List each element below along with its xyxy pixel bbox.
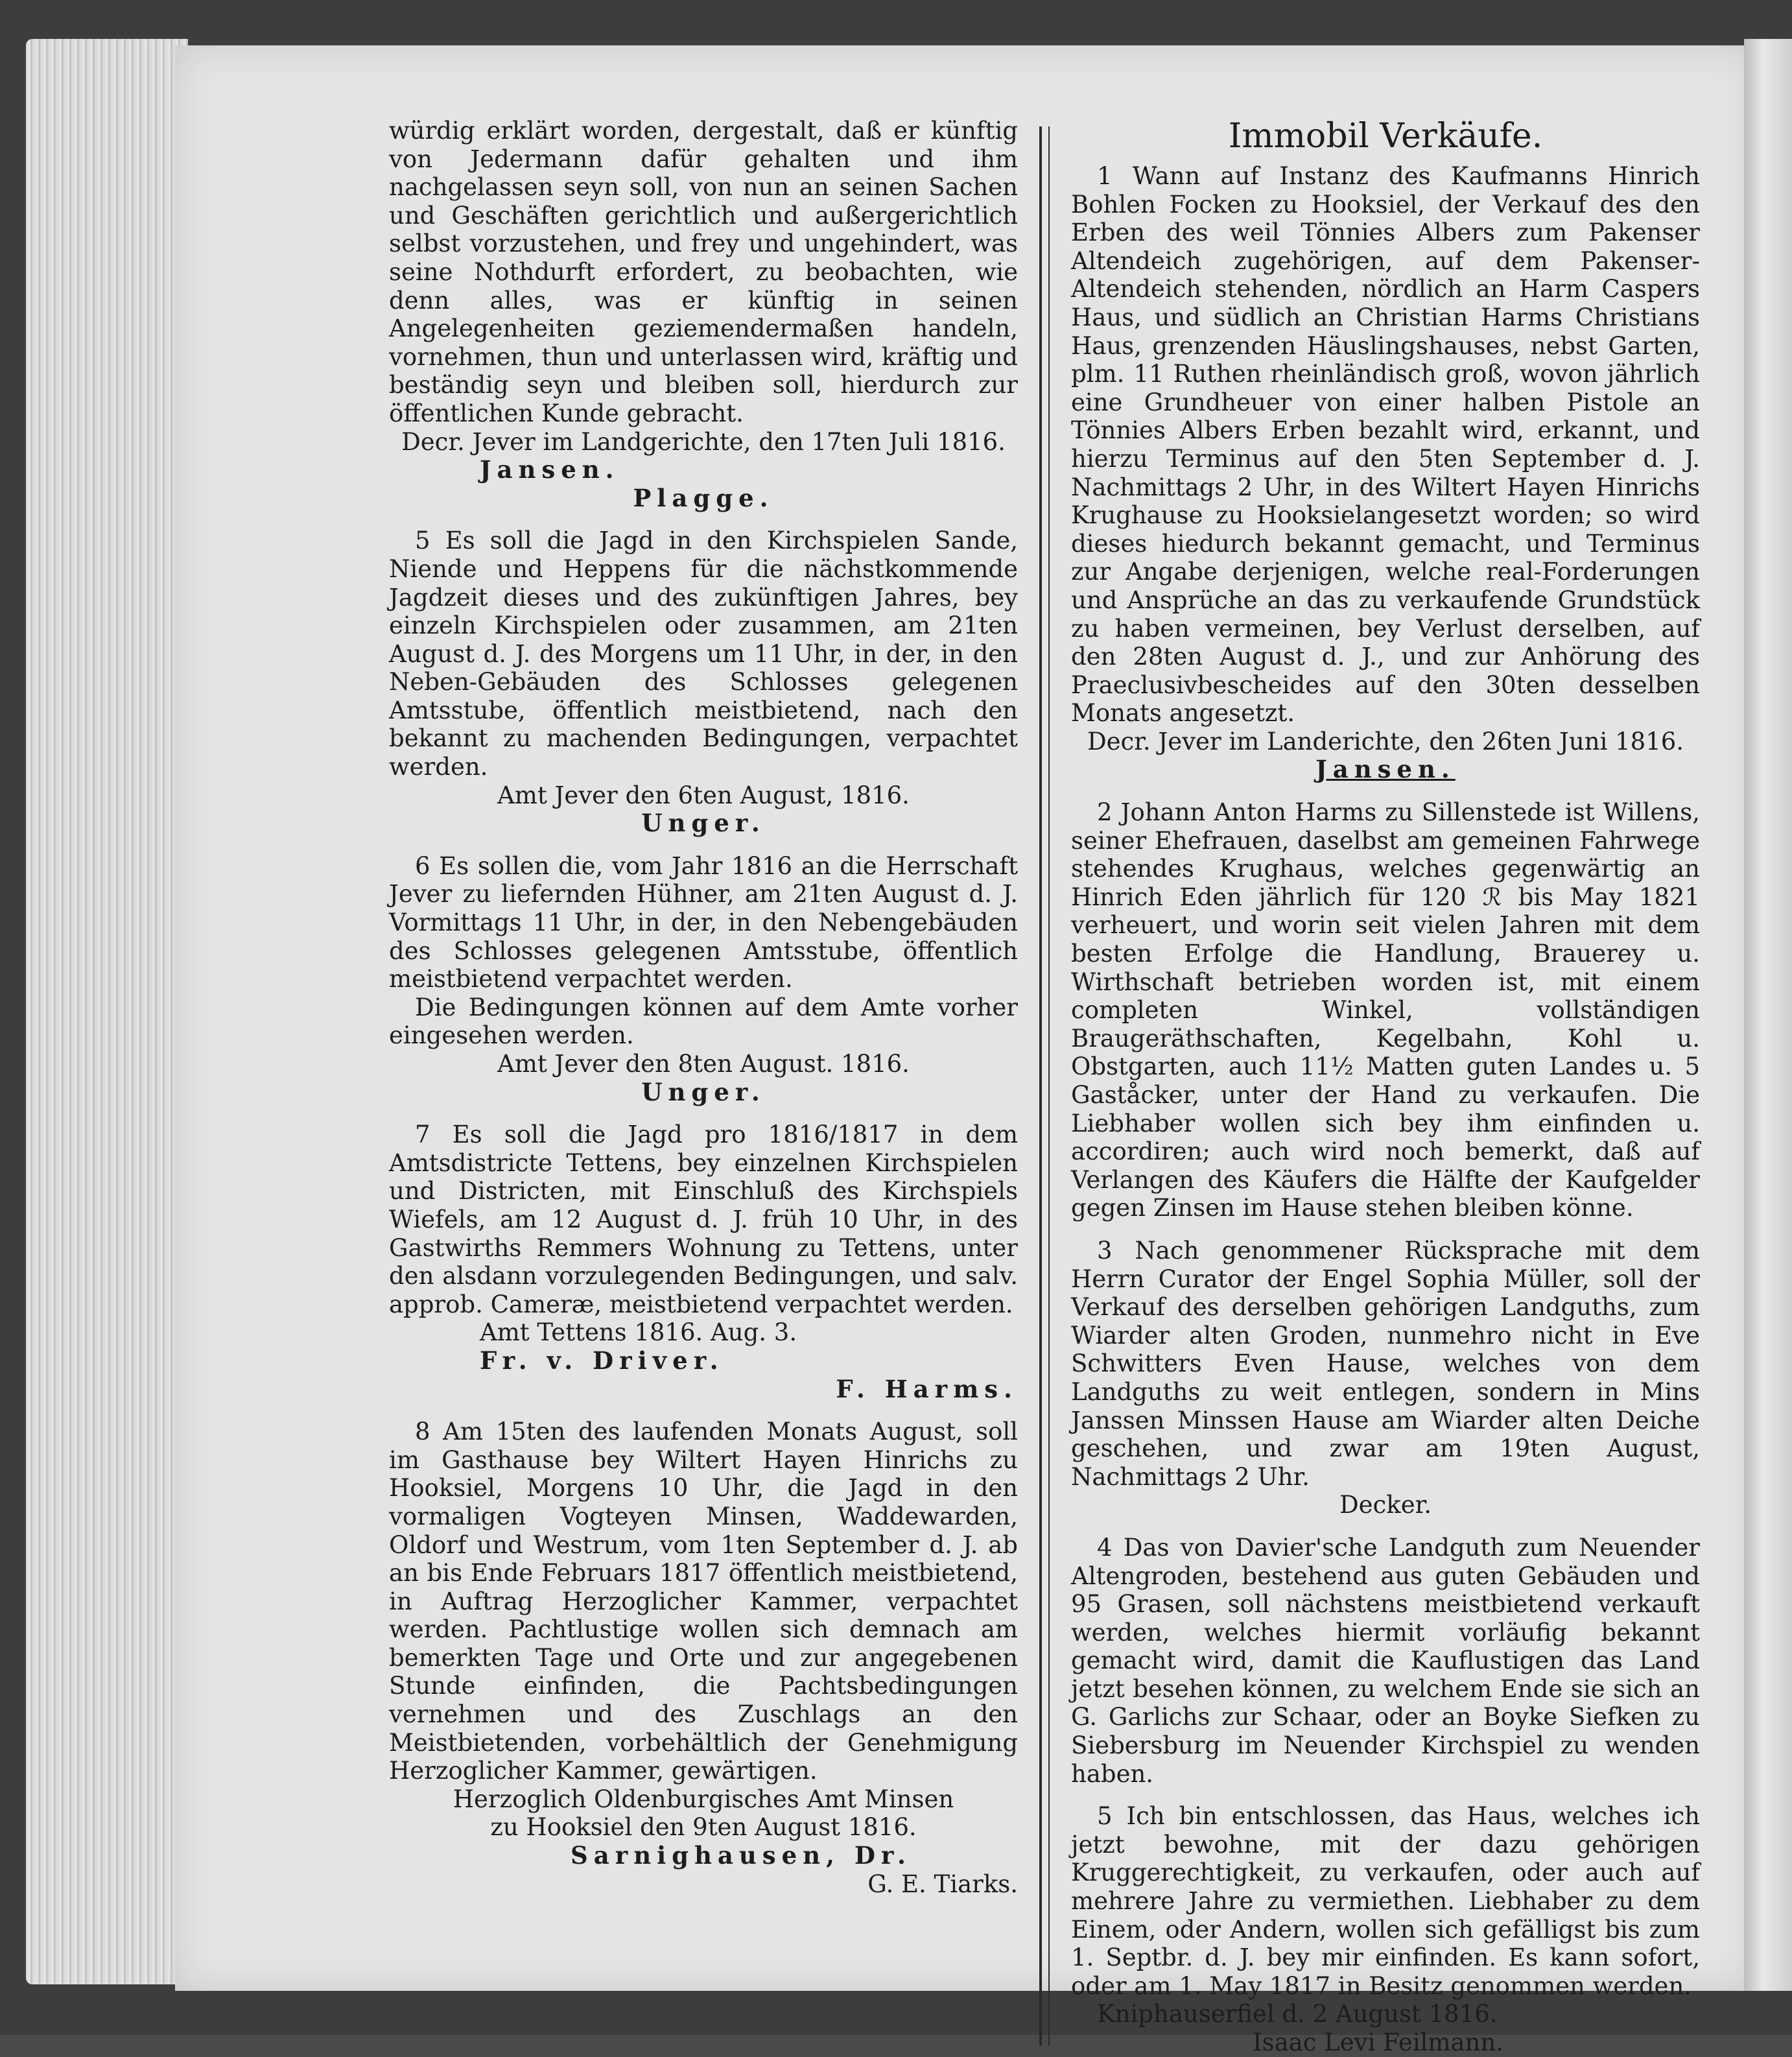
section-heading: Immobil Verkäufe. [1228, 117, 1543, 156]
notice-5-signature: Unger. [641, 809, 766, 838]
notice-5-date: Amt Jever den 6ten August, 1816. [497, 781, 910, 809]
sale-5-date: Kniphauserfiel d. 2 August 1816. [1097, 2000, 1498, 2028]
sale-1: 1 Wann auf Instanz des Kaufmanns Hinrich Bohlen Focken zu Hooksiel, der Verkauf des den Erben des weil Tönnies Albers zum Pakenser Altendeich zugehörigen, auf dem Pakenser-Altendeich stehenden, nördlich an Harm Caspers Haus, und südlich an Christian Harms Christians Haus, grenzenden Häuslingshauses, nebst Garten, plm. 11 Ruthen rheinländisch groß, wovon jährlich eine Grundheuer von einer halben Pistole an Tönnies Albers Erben bezahlt wird, erkannt, und hierzu Terminus auf den 5ten September d. J. Nachmittags 2 Uhr, in des Wiltert Hayen Hinrichs Krughause zu Hooksielangesetzt worden; so wird dieses hiedurch bekannt gemacht, und Terminus zur Angabe derjenigen, welche real-Forderungen und Ansprüche an das zu verkaufende Grundstück zu haben vermeinen, bey Verlust derselben, auf den 28ten August d. J., und zur Anhörung des Praeclusivbescheides auf den 30ten desselben Monats angesetzt. [1071, 162, 1700, 728]
column-rule [1039, 126, 1050, 2046]
notice-7: 7 Es soll die Jagd pro 1816/1817 in dem Amtsdistricte Tettens, bey einzelnen Kirchspielen und Districten, mit Einschluß des Kirchspiels Wiefels, am 12 August d. J. früh 10 Uhr, in des Gastwirths Remmers Wohnung zu Tettens, unter den alsdann vorzulegenden Bedingungen, und salv. approb. Cameræ, meistbietend verpachtet werden. [389, 1121, 1018, 1318]
notice-6-signature: Unger. [641, 1077, 766, 1106]
notice-6-date: Amt Jever den 8ten August. 1816. [497, 1050, 910, 1078]
notice-7-signature-harms: F. Harms. [836, 1374, 1018, 1403]
book-page-edges [26, 39, 188, 1984]
notice-7-date: Amt Tettens 1816. Aug. 3. [480, 1318, 797, 1347]
notice-8-signature-tiarks: G. E. Tiarks. [867, 1870, 1018, 1898]
notice-7-signature-driver: Fr. v. Driver. [480, 1346, 724, 1375]
sale-5-signature: Isaac Levi Feilmann. [1253, 2028, 1503, 2056]
signature-jansen: Jansen. [480, 455, 620, 484]
facing-page-edge [1744, 39, 1792, 1991]
sale-4: 4 Das von Davier'sche Landguth zum Neuender Altengroden, bestehend aus guten Gebäuden und 95 Grasen, soll nächstens meistbietend verkauft werden, welches hiermit vorläufig bekannt gemacht wird, damit die Kauflustigen das Land jetzt besehen können, zu welchem Ende sie sich an G. Garlichs zur Schaar, oder an Boyke Siefken zu Siebersburg im Neuender Kirchspiel zu wenden haben. [1071, 1533, 1700, 1788]
notice-8-date: zu Hooksiel den 9ten August 1816. [490, 1813, 917, 1842]
sale-2: 2 Johann Anton Harms zu Sillenstede ist Willens, seiner Ehefrauen, daselbst am gemeinen Fahrwege stehendes Krughaus, welches gegenwärtig an Hinrich Eden jährlich für 120 ℛ bis May 1821 verheuert, und worin seit vielen Jahren mit dem besten Erfolge die Handlung, Brauerey u. Wirthschaft betrieben worden ist, mit einem completen Winkel, vollständigen Braugeräthschaften, Kegelbahn, Kohl u. Obstgarten, auch 11½ Matten guten Landes u. 5 Gaståcker, unter der Hand zu verkaufen. Die Liebhaber wollen sich bey ihm einfinden u. accordiren; auch wird noch bemerkt, daß auf Verlangen des Käufers die Hälfte der Kaufgelder gegen Zinsen im Hause stehen bleiben könne. [1071, 798, 1700, 1222]
sale-5: 5 Ich bin entschlossen, das Haus, welches ich jetzt bewohne, mit der dazu gehörigen Kruggerechtigkeit, zu verkaufen, oder auch auf mehrere Jahre zu vermiethen. Liebhaber zu dem Einem, oder Andern, wollen sich gefälligst bis zum 1. Septbr. d. J. bey mir einfinden. Es kann sofort, oder am 1. May 1817 in Besitz genommen werden. [1071, 1802, 1700, 2000]
notice-8: 8 Am 15ten des laufenden Monats August, soll im Gasthause bey Wiltert Hayen Hinrichs zu Hooksiel, Morgens 10 Uhr, die Jagd in den vormaligen Vogteyen Minsen, Waddewarden, Oldorf und Westrum, vom 1ten September d. J. ab an bis Ende Februars 1817 öffentlich meistbietend, in Auftrag Herzoglicher Kammer, verpachtet werden. Pachtlustige wollen sich demnach am bemerkten Tage und Orte und zur angegebenen Stunde einfinden, die Pachtsbedingungen vernehmen und des Zuschlags an den Meistbietenden, vorbehältlich der Genehmigung Herzoglicher Kammer, gewärtigen. [389, 1418, 1018, 1785]
notice-6-conditions: Die Bedingungen können auf dem Amte vorher eingesehen werden. [389, 993, 1018, 1050]
notice-8-office: Herzoglich Oldenburgisches Amt Minsen [453, 1785, 954, 1813]
notice-continuation: würdig erklärt worden, dergestalt, daß er künftig von Jedermann dafür gehalten und ihm nachgelassen seyn soll, von nun an seinen Sachen und Geschäften gerichtlich und außergerichtlich selbst vorzustehen, und frey und ungehindert, was seine Nothdurft erfordert, zu beobachten, wie denn alles, was er künftig in seinen Angelegenheiten geziemendermaßen handeln, vornehmen, thun und unterlassen wird, kräftig und beständig seyn und bleiben soll, hierdurch zur öffentlichen Kunde gebracht. [389, 117, 1018, 427]
notice-5: 5 Es soll die Jagd in den Kirchspielen Sande, Niende und Heppens für die nächstkommende Jagdzeit dieses und des zukünftigen Jahres, bey einzeln Kirchspielen oder zusammen, am 21ten August d. J. des Morgens um 11 Uhr, in der, in den Neben-Gebäuden des Schlosses gelegenen Amtsstube, öffentlich meistbietend, nach den bekannt zu machenden Bedingungen, verpachtet werden. [389, 527, 1018, 781]
sale-3-signature: Decker. [1339, 1491, 1432, 1519]
notice-date: Decr. Jever im Landgerichte, den 17ten Juli 1816. [401, 427, 1006, 456]
sale-1-signature: Jansen. [1315, 755, 1456, 784]
right-column [1071, 117, 1700, 2057]
notice-8-signature-sarnighausen: Sarnighausen, Dr. [571, 1841, 912, 1870]
notice-6: 6 Es sollen die, vom Jahr 1816 an die Herrschaft Jever zu liefernden Hühner, am 21ten August d. J. Vormittags 11 Uhr, in der, in den Nebengebäuden des Schlosses gelegenen Amtsstube, öffentlich meistbietend verpachtet werden. [389, 851, 1018, 993]
left-column [389, 117, 1018, 1898]
sale-3: 3 Nach genommener Rücksprache mit dem Herrn Curator der Engel Sophia Müller, soll der Verkauf des derselben gehörigen Landguths, zum Wiarder alten Groden, nunmehro nicht in Eve Schwitters Even Hause, welches von dem Landguths zu weit entlegen, sondern in Mins Janssen Minssen Hause am Wiarder alten Deiche geschehen, und zwar am 19ten August, Nachmittags 2 Uhr. [1071, 1236, 1700, 1491]
sale-1-date: Decr. Jever im Landerichte, den 26ten Juni 1816. [1087, 727, 1684, 755]
signature-plagge: Plagge. [633, 483, 774, 512]
